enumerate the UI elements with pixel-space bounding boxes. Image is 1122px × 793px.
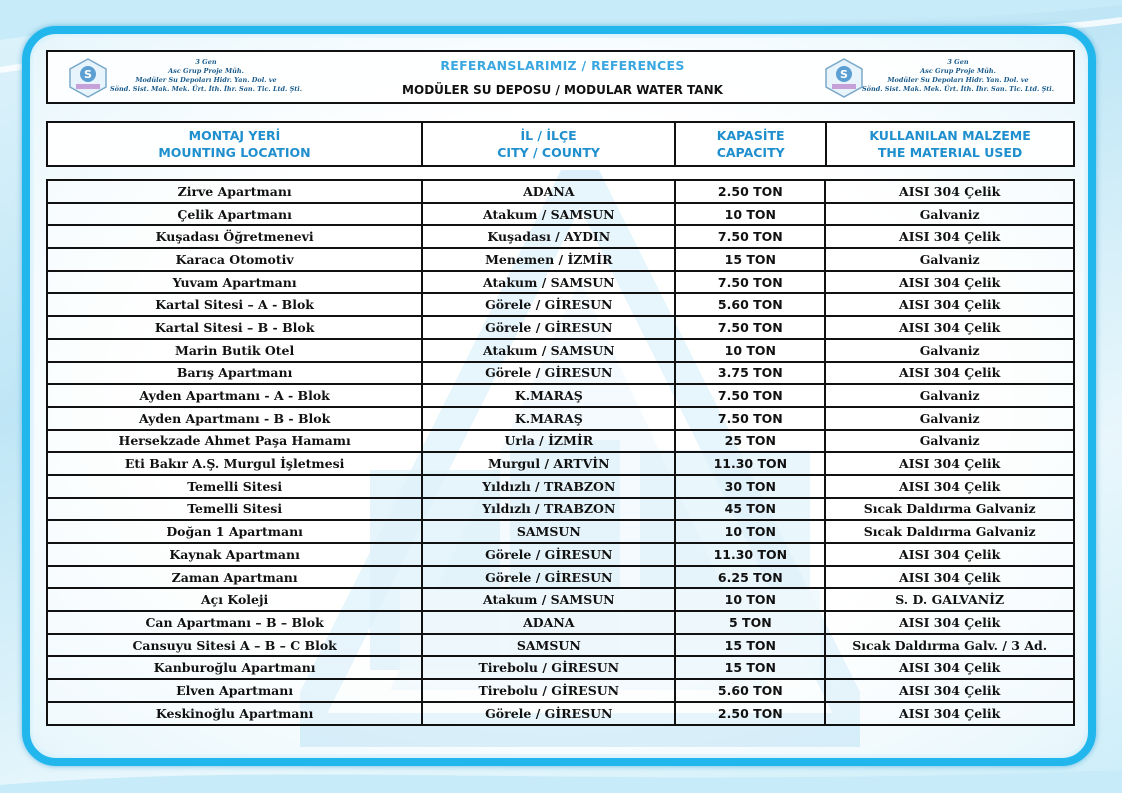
column-header-tr: MONTAJ YERİ [188,128,281,143]
cell-material: S. D. GALVANİZ [825,588,1074,611]
cell-location: Doğan 1 Apartmanı [47,520,422,543]
cell-location: Yuvam Apartmanı [47,271,422,294]
cell-capacity: 10 TON [675,520,825,543]
cell-material: Sıcak Daldırma Galvaniz [825,498,1074,521]
table-row [47,588,1074,611]
cell-material: AISI 304 Çelik [825,225,1074,248]
cell-location: Kartal Sitesi – A - Blok [47,293,422,316]
references-table [46,179,1075,726]
company-line: 3 Gen [947,58,969,66]
table-row [47,634,1074,657]
cell-capacity: 30 TON [675,475,825,498]
cell-city: Görele / GİRESUN [422,543,675,566]
cell-material: AISI 304 Çelik [825,475,1074,498]
page-subtitle: MODÜLER SU DEPOSU / MODULAR WATER TANK [402,83,723,97]
cell-material: Sıcak Daldırma Galvaniz [825,520,1074,543]
cell-city: Atakum / SAMSUN [422,588,675,611]
column-header-tr: İL / İLÇE [520,128,577,143]
cell-city: Atakum / SAMSUN [422,203,675,226]
cell-capacity: 7.50 TON [675,225,825,248]
cell-location: Cansuyu Sitesi A – B – C Blok [47,634,422,657]
cell-location: Can Apartmanı – B – Blok [47,611,422,634]
cell-city: Görele / GİRESUN [422,566,675,589]
cell-city: SAMSUN [422,520,675,543]
cell-location: Ayden Apartmanı - A - Blok [47,384,422,407]
cell-location: Açı Koleji [47,588,422,611]
table-row [47,566,1074,589]
cell-location: Hersekzade Ahmet Paşa Hamamı [47,430,422,453]
table-row [47,498,1074,521]
column-header-location [47,122,422,166]
cell-capacity: 2.50 TON [675,702,825,725]
cell-capacity: 10 TON [675,203,825,226]
cell-capacity: 25 TON [675,430,825,453]
cell-city: Görele / GİRESUN [422,293,675,316]
table-row [47,611,1074,634]
cell-capacity: 5.60 TON [675,293,825,316]
cell-material: AISI 304 Çelik [825,362,1074,385]
cell-location: Zirve Apartmanı [47,180,422,203]
table-row [47,293,1074,316]
table-row [47,407,1074,430]
cell-capacity: 15 TON [675,634,825,657]
company-name-right [858,58,1058,94]
cell-material: Galvaniz [825,384,1074,407]
table-row [47,271,1074,294]
cell-city: Murgul / ARTVİN [422,452,675,475]
table-row [47,316,1074,339]
cell-city: ADANA [422,611,675,634]
table-row [47,452,1074,475]
cell-city: ADANA [422,180,675,203]
company-line: Sönd. Sist. Mak. Mek. Ürt. İth. İhr. San. Tic. Ltd. Şti. [109,85,303,93]
cell-material: AISI 304 Çelik [825,566,1074,589]
cell-material: AISI 304 Çelik [825,180,1074,203]
cell-location: Marin Butik Otel [47,339,422,362]
company-line: Asc Grup Proje Müh. [920,67,996,75]
cell-capacity: 7.50 TON [675,271,825,294]
cell-location: Kaynak Apartmanı [47,543,422,566]
table-row [47,543,1074,566]
cell-city: Yıldızlı / TRABZON [422,498,675,521]
cell-material: Sıcak Daldırma Galv. / 3 Ad. [825,634,1074,657]
cell-city: Menemen / İZMİR [422,248,675,271]
column-header-table [46,121,1075,167]
cell-location: Kartal Sitesi – B - Blok [47,316,422,339]
company-line: 3 Gen [195,58,217,66]
table-row [47,475,1074,498]
cell-capacity: 7.50 TON [675,384,825,407]
cell-location: Zaman Apartmanı [47,566,422,589]
cell-capacity: 3.75 TON [675,362,825,385]
column-header-material [826,122,1074,166]
table-row [47,225,1074,248]
cell-material: AISI 304 Çelik [825,611,1074,634]
cell-capacity: 11.30 TON [675,452,825,475]
cell-city: Tirebolu / GİRESUN [422,656,675,679]
table-row [47,362,1074,385]
cell-location: Eti Bakır A.Ş. Murgul İşletmesi [47,452,422,475]
company-line: Modüler Su Depoları Hidr. Yan. Dol. ve [887,76,1029,84]
column-header-en: CAPACITY [716,145,785,160]
cell-material: AISI 304 Çelik [825,702,1074,725]
cell-material: AISI 304 Çelik [825,271,1074,294]
svg-text:S: S [84,68,92,81]
cell-city: Görele / GİRESUN [422,316,675,339]
table-row [47,384,1074,407]
table-row [47,180,1074,203]
cell-capacity: 6.25 TON [675,566,825,589]
cell-capacity: 7.50 TON [675,407,825,430]
cell-location: Ayden Apartmanı - B - Blok [47,407,422,430]
cell-material: AISI 304 Çelik [825,679,1074,702]
page-header [46,50,1075,104]
cell-material: Galvaniz [825,407,1074,430]
cell-location: Barış Apartmanı [47,362,422,385]
company-line: Sönd. Sist. Mak. Mek. Ürt. İth. İhr. San. Tic. Ltd. Şti. [861,85,1055,93]
table-row [47,248,1074,271]
table-row [47,520,1074,543]
cell-material: Galvaniz [825,430,1074,453]
cell-city: Atakum / SAMSUN [422,271,675,294]
company-line: Modüler Su Depoları Hidr. Yan. Dol. ve [135,76,277,84]
cell-city: SAMSUN [422,634,675,657]
cell-capacity: 15 TON [675,248,825,271]
cell-material: Galvaniz [825,203,1074,226]
cell-capacity: 2.50 TON [675,180,825,203]
cell-location: Elven Apartmanı [47,679,422,702]
cell-city: Görele / GİRESUN [422,702,675,725]
cell-city: Tirebolu / GİRESUN [422,679,675,702]
cell-capacity: 5 TON [675,611,825,634]
column-header-en: CITY / COUNTY [497,145,600,160]
cell-location: Kanburoğlu Apartmanı [47,656,422,679]
cell-material: AISI 304 Çelik [825,543,1074,566]
cell-location: Keskinoğlu Apartmanı [47,702,422,725]
column-header-en: MOUNTING LOCATION [158,145,311,160]
cell-city: Yıldızlı / TRABZON [422,475,675,498]
cell-material: Galvaniz [825,248,1074,271]
cell-capacity: 7.50 TON [675,316,825,339]
table-row [47,339,1074,362]
cell-city: Urla / İZMİR [422,430,675,453]
cell-capacity: 10 TON [675,588,825,611]
company-line: Asc Grup Proje Müh. [168,67,244,75]
cell-capacity: 10 TON [675,339,825,362]
column-header-tr: KULLANILAN MALZEME [869,128,1031,143]
table-row [47,203,1074,226]
cell-location: Temelli Sitesi [47,475,422,498]
table-row [47,702,1074,725]
cell-city: K.MARAŞ [422,384,675,407]
cell-city: K.MARAŞ [422,407,675,430]
cell-location: Temelli Sitesi [47,498,422,521]
cell-location: Kuşadası Öğretmenevi [47,225,422,248]
cell-material: Galvaniz [825,339,1074,362]
page-title: REFERANSLARIMIZ / REFERENCES [440,58,685,73]
cell-location: Çelik Apartmanı [47,203,422,226]
cell-material: AISI 304 Çelik [825,316,1074,339]
cell-city: Kuşadası / AYDIN [422,225,675,248]
cell-material: AISI 304 Çelik [825,656,1074,679]
svg-text:S: S [840,68,848,81]
table-row [47,656,1074,679]
cell-city: Atakum / SAMSUN [422,339,675,362]
column-header-tr: KAPASİTE [716,128,785,143]
cell-city: Görele / GİRESUN [422,362,675,385]
cell-capacity: 5.60 TON [675,679,825,702]
cell-material: AISI 304 Çelik [825,293,1074,316]
cell-location: Karaca Otomotiv [47,248,422,271]
cell-material: AISI 304 Çelik [825,452,1074,475]
cell-capacity: 15 TON [675,656,825,679]
table-row [47,430,1074,453]
column-header-en: THE MATERIAL USED [877,145,1023,160]
cell-capacity: 45 TON [675,498,825,521]
cell-capacity: 11.30 TON [675,543,825,566]
table-row [47,679,1074,702]
column-header-city [422,122,675,166]
column-header-capacity [675,122,826,166]
